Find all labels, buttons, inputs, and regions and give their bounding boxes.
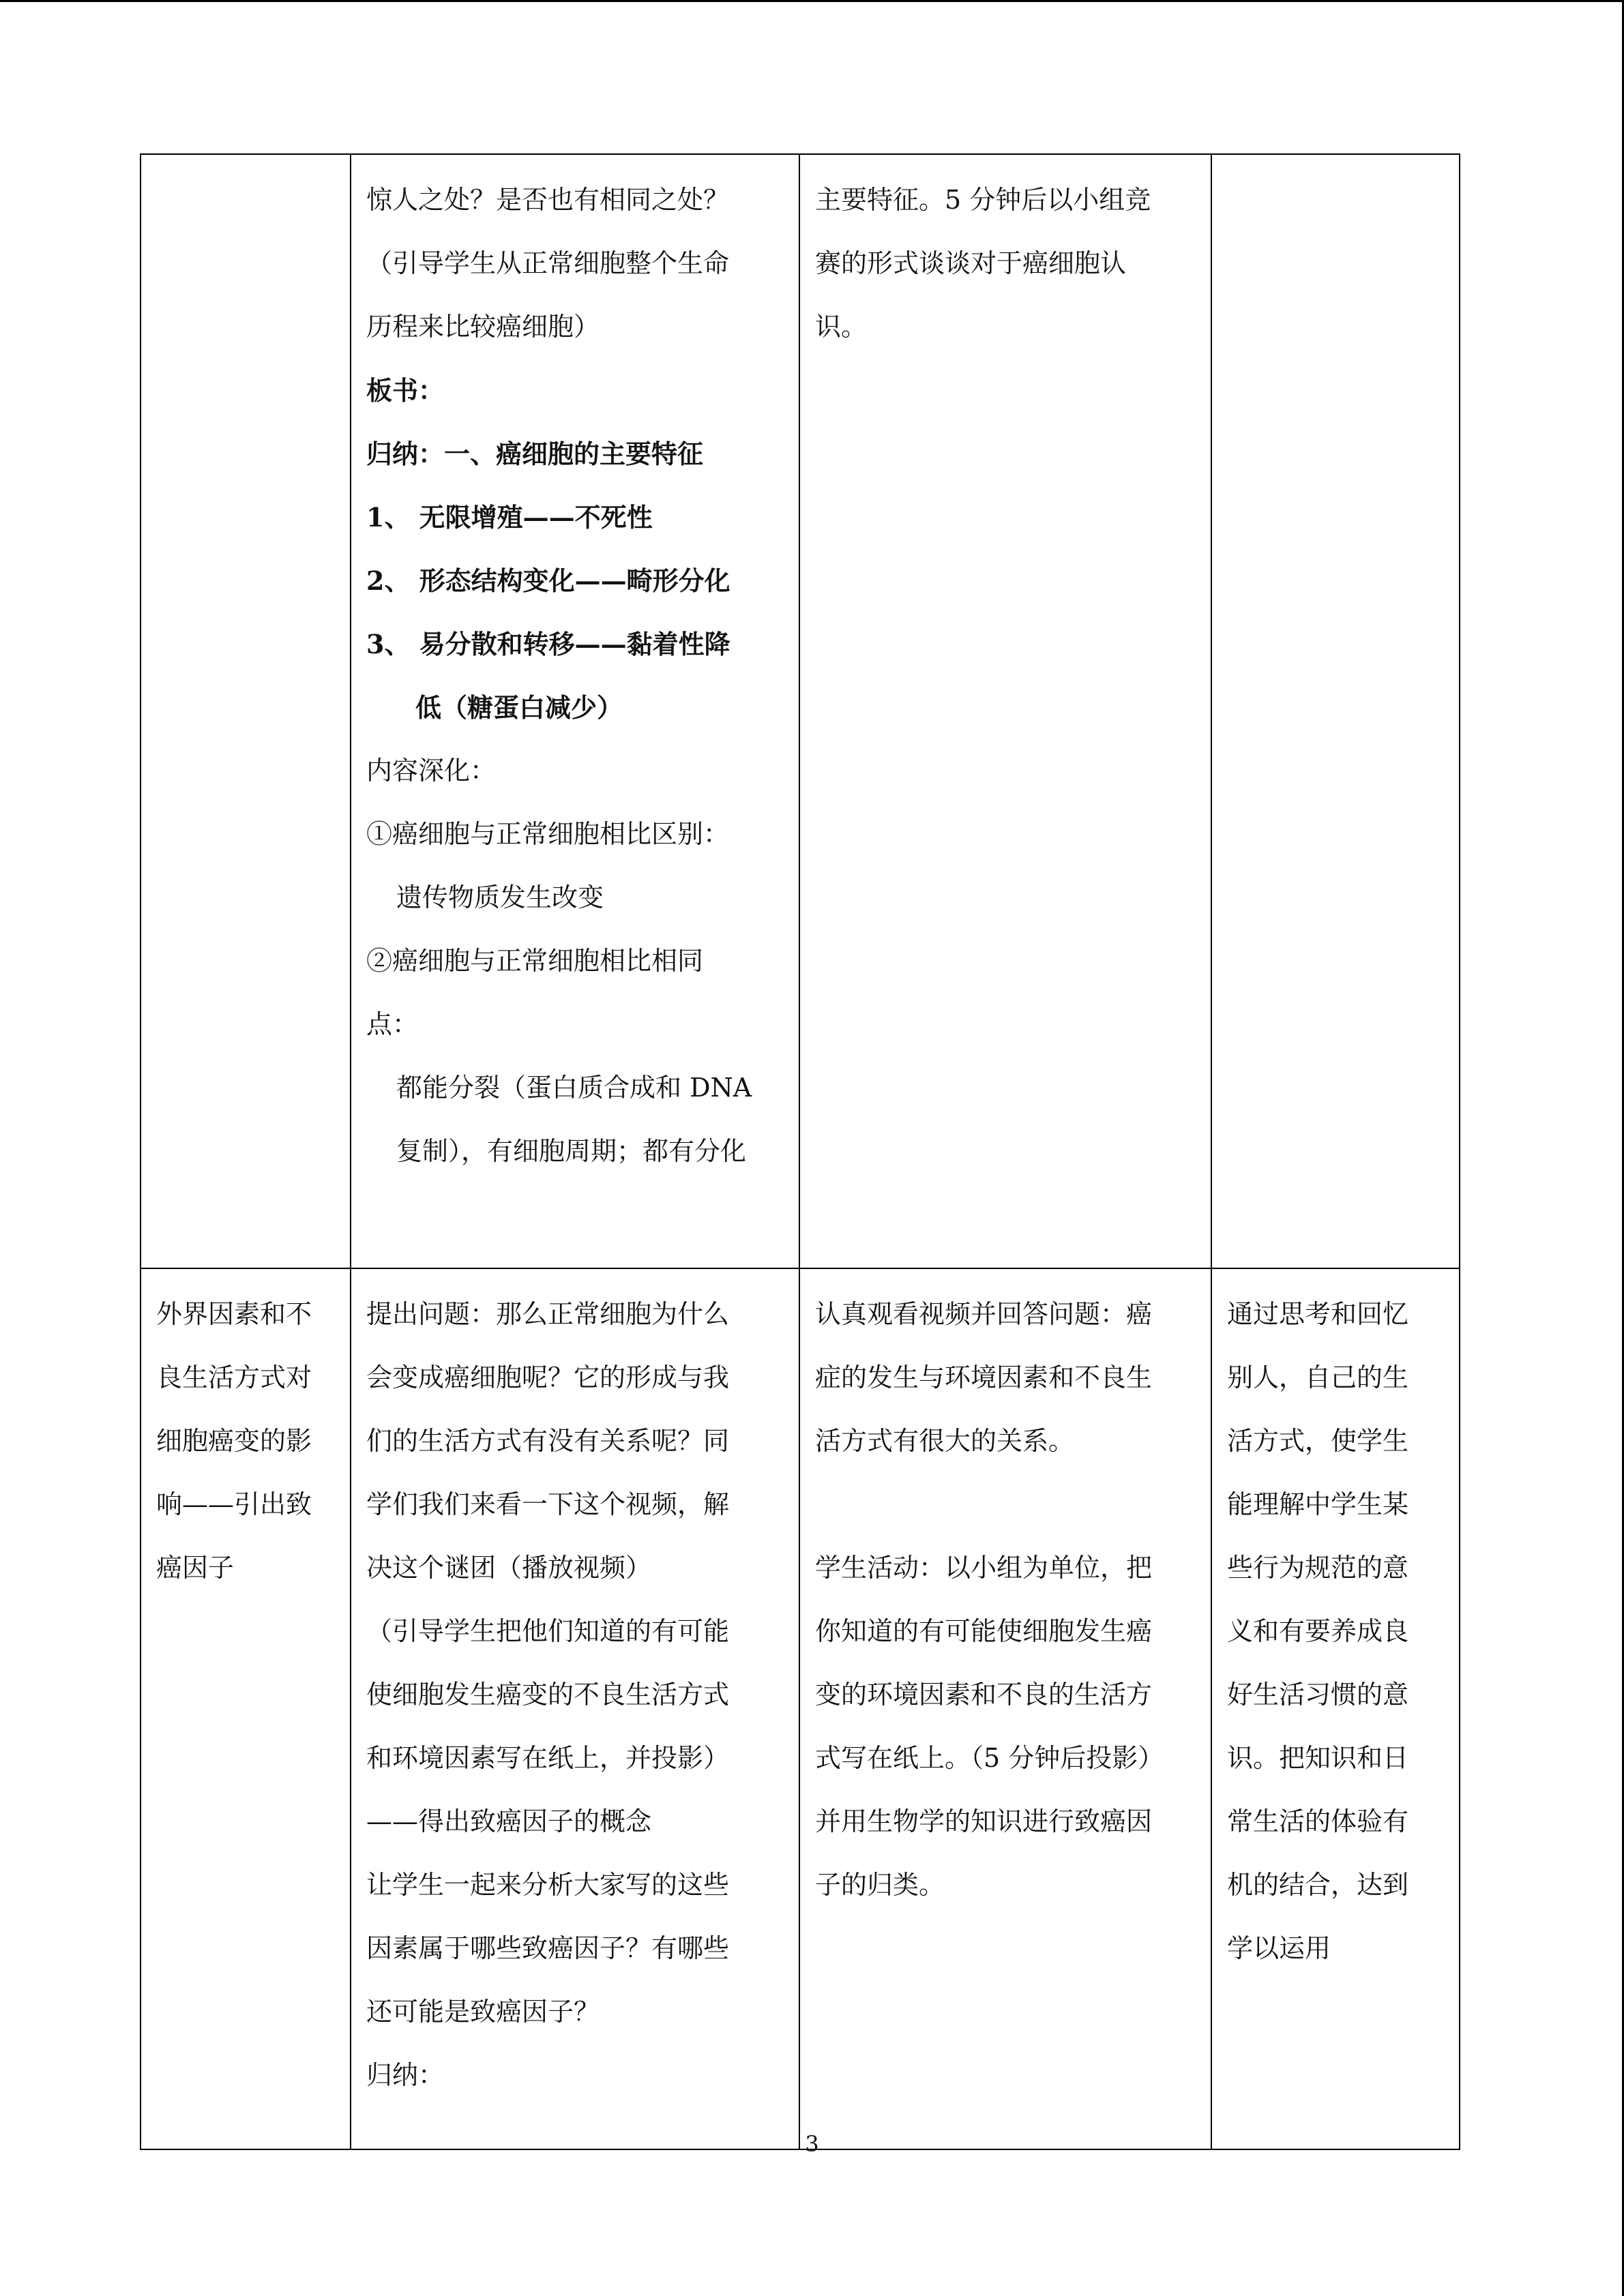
text-line: 1、 无限增殖——不死性 bbox=[366, 502, 653, 533]
stage-cell bbox=[141, 1268, 351, 2149]
text-line: 低（糖蛋白减少） bbox=[415, 692, 623, 723]
teacher-activity-cell bbox=[351, 1268, 799, 2149]
text-line: 学生活动：以小组为单位，把 bbox=[815, 1553, 1153, 1583]
text-line: 遗传物质发生改变 bbox=[396, 882, 604, 912]
text-line: 机的结合，达到 bbox=[1227, 1870, 1409, 1900]
text-line: 主要特征。5 分钟后以小组竞 bbox=[815, 185, 1151, 215]
text-line: 义和有要养成良 bbox=[1227, 1616, 1409, 1646]
text-line: 还可能是致癌因子？ bbox=[366, 1997, 600, 2027]
student-activity-cell bbox=[799, 1268, 1211, 2149]
table-row bbox=[141, 154, 1460, 1268]
lesson-plan-table bbox=[140, 153, 1460, 2150]
text-line: 会变成癌细胞呢？它的形成与我 bbox=[366, 1362, 730, 1392]
page-number: 3 bbox=[805, 2131, 819, 2157]
text-line: 都能分裂（蛋白质合成和 DNA bbox=[396, 1073, 752, 1103]
text-line: 外界因素和不 bbox=[156, 1299, 312, 1329]
text-line: ②癌细胞与正常细胞相比相同 bbox=[366, 946, 704, 976]
text-line: 归纳： bbox=[366, 2060, 445, 2090]
student-activity-cell bbox=[799, 154, 1211, 1268]
text-line: 识。把知识和日 bbox=[1227, 1743, 1409, 1773]
text-line: 历程来比较癌细胞） bbox=[366, 312, 600, 342]
design-intent-cell bbox=[1211, 1268, 1460, 2149]
text-line: 活方式有很大的关系。 bbox=[815, 1426, 1075, 1456]
text-line: 学以运用 bbox=[1227, 1933, 1331, 1963]
text-line: 别人，自己的生 bbox=[1227, 1362, 1409, 1392]
text-line: 内容深化： bbox=[366, 756, 497, 786]
text-line: 板书： bbox=[366, 375, 445, 406]
text-line: ①癌细胞与正常细胞相比区别： bbox=[366, 819, 730, 849]
text-line: 症的发生与环境因素和不良生 bbox=[815, 1362, 1153, 1392]
stage-cell bbox=[141, 154, 351, 1268]
text-line: 能理解中学生某 bbox=[1227, 1489, 1409, 1519]
text-line: 识。 bbox=[815, 312, 868, 342]
text-line: 提出问题：那么正常细胞为什么 bbox=[366, 1299, 730, 1329]
text-line: 点： bbox=[366, 1009, 419, 1039]
text-line: 复制），有细胞周期；都有分化 bbox=[396, 1136, 747, 1166]
text-line: 3、 易分散和转移——黏着性降 bbox=[366, 629, 730, 659]
text-line: 细胞癌变的影 bbox=[156, 1426, 312, 1456]
text-line: 活方式，使学生 bbox=[1227, 1426, 1409, 1456]
text-line: 惊人之处？是否也有相同之处？ bbox=[366, 185, 730, 215]
text-line: 些行为规范的意 bbox=[1227, 1553, 1409, 1583]
text-line: （引导学生从正常细胞整个生命 bbox=[366, 248, 730, 278]
text-line: 你知道的有可能使细胞发生癌 bbox=[815, 1616, 1153, 1646]
text-line: 和环境因素写在纸上，并投影） bbox=[366, 1743, 730, 1773]
text-line: 常生活的体验有 bbox=[1227, 1806, 1409, 1836]
text-line: 决这个谜团（播放视频） bbox=[366, 1553, 652, 1583]
page-top-border bbox=[0, 0, 1624, 2]
text-line: ——得出致癌因子的概念 bbox=[366, 1806, 652, 1836]
text-line bbox=[815, 1473, 1196, 1536]
text-line: 式写在纸上。（5 分钟后投影） bbox=[815, 1743, 1164, 1773]
text-line: 归纳：一、癌细胞的主要特征 bbox=[366, 438, 704, 469]
text-line: 良生活方式对 bbox=[156, 1362, 312, 1392]
table-row bbox=[141, 1268, 1460, 2149]
design-intent-cell bbox=[1211, 154, 1460, 1268]
text-line: 使细胞发生癌变的不良生活方式 bbox=[366, 1680, 730, 1710]
text-line: 因素属于哪些致癌因子？有哪些 bbox=[366, 1933, 730, 1963]
text-line: （引导学生把他们知道的有可能 bbox=[366, 1616, 730, 1646]
text-line: 通过思考和回忆 bbox=[1227, 1299, 1409, 1329]
text-line: 并用生物学的知识进行致癌因 bbox=[815, 1806, 1153, 1836]
text-line: 响——引出致 bbox=[156, 1489, 312, 1519]
text-line: 们的生活方式有没有关系呢？同 bbox=[366, 1426, 730, 1456]
text-line: 认真观看视频并回答问题：癌 bbox=[815, 1299, 1153, 1329]
text-line: 让学生一起来分析大家写的这些 bbox=[366, 1870, 730, 1900]
text-line: 好生活习惯的意 bbox=[1227, 1680, 1409, 1710]
text-line: 变的环境因素和不良的生活方 bbox=[815, 1680, 1153, 1710]
text-line: 癌因子 bbox=[156, 1553, 235, 1583]
text-line: 子的归类。 bbox=[815, 1870, 945, 1900]
text-line: 赛的形式谈谈对于癌细胞认 bbox=[815, 248, 1127, 278]
teacher-activity-cell bbox=[351, 154, 799, 1268]
text-line: 学们我们来看一下这个视频，解 bbox=[366, 1489, 730, 1519]
text-line: 2、 形态结构变化——畸形分化 bbox=[366, 565, 730, 596]
